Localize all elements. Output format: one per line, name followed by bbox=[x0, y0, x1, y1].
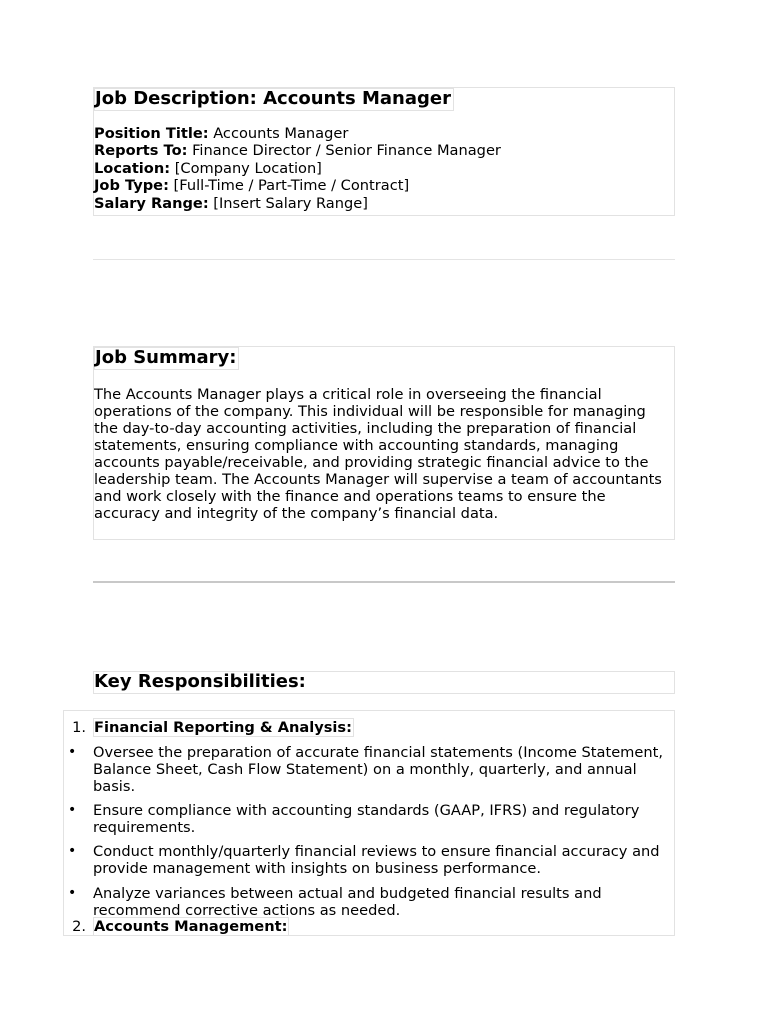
list-number: 1. bbox=[72, 719, 86, 736]
responsibilities-heading: Key Responsibilities: bbox=[94, 671, 306, 692]
meta-location bbox=[94, 160, 674, 178]
responsibilities-heading-box bbox=[93, 671, 675, 694]
divider bbox=[93, 259, 675, 260]
bullet-text: Conduct monthly/quarterly financial reviews to ensure financial accuracy and provide management with insights on business performance. bbox=[93, 843, 660, 877]
responsibilities-list bbox=[63, 710, 675, 936]
bullet-icon: • bbox=[68, 802, 77, 818]
bullet-text: Ensure compliance with accounting standards (GAAP, IFRS) and regulatory requirements. bbox=[93, 802, 640, 836]
meta-label: Location: bbox=[94, 159, 171, 177]
meta-label: Job Type: bbox=[94, 177, 169, 195]
meta-reports-to bbox=[94, 142, 674, 160]
section-title: Financial Reporting & Analysis: bbox=[94, 719, 352, 736]
meta-value: [Company Location] bbox=[174, 159, 322, 177]
bullet-text: Oversee the preparation of accurate financial statements (Income Statement, Balance Sheet, Cash Flow Statement) on a monthly, quarterly, and annual basis. bbox=[93, 744, 663, 795]
job-header-section bbox=[93, 87, 675, 216]
summary-text: The Accounts Manager plays a critical role in overseeing the financial operations of the company. This individual will be responsible for managing the day-to-day accounting activities, including the preparation of financial statements, ensuring compliance with accounting standards, managing accounts payable/receivable, and providing strategic financial advice to the leadership team. The Accounts Manager will supervise a team of accountants and work closely with the finance and operations teams to ensure the accuracy and integrity of the company’s financial data. bbox=[94, 385, 662, 522]
bullet-icon: • bbox=[68, 885, 77, 901]
meta-label: Reports To: bbox=[94, 142, 188, 160]
summary-heading: Job Summary: bbox=[94, 347, 239, 370]
bullet-icon: • bbox=[68, 744, 77, 760]
job-summary-section bbox=[93, 346, 675, 540]
meta-value: [Insert Salary Range] bbox=[213, 195, 368, 213]
list-number: 2. bbox=[72, 918, 86, 935]
page-title: Job Description: Accounts Manager bbox=[94, 88, 454, 111]
bullet-icon: • bbox=[68, 843, 77, 859]
meta-position-title bbox=[94, 125, 674, 143]
bullet-text: Analyze variances between actual and budgeted financial results and recommend corrective actions as needed. bbox=[93, 885, 602, 919]
meta-value: [Full-Time / Part-Time / Contract] bbox=[173, 177, 410, 195]
divider bbox=[93, 581, 675, 583]
job-meta-list bbox=[94, 125, 674, 213]
section-title: Accounts Management: bbox=[94, 918, 288, 935]
meta-value: Finance Director / Senior Finance Manager bbox=[192, 142, 501, 160]
meta-label: Salary Range: bbox=[94, 195, 209, 213]
meta-value: Accounts Manager bbox=[213, 124, 349, 142]
meta-label: Position Title: bbox=[94, 124, 209, 142]
meta-salary-range bbox=[94, 195, 674, 213]
meta-job-type bbox=[94, 177, 674, 195]
